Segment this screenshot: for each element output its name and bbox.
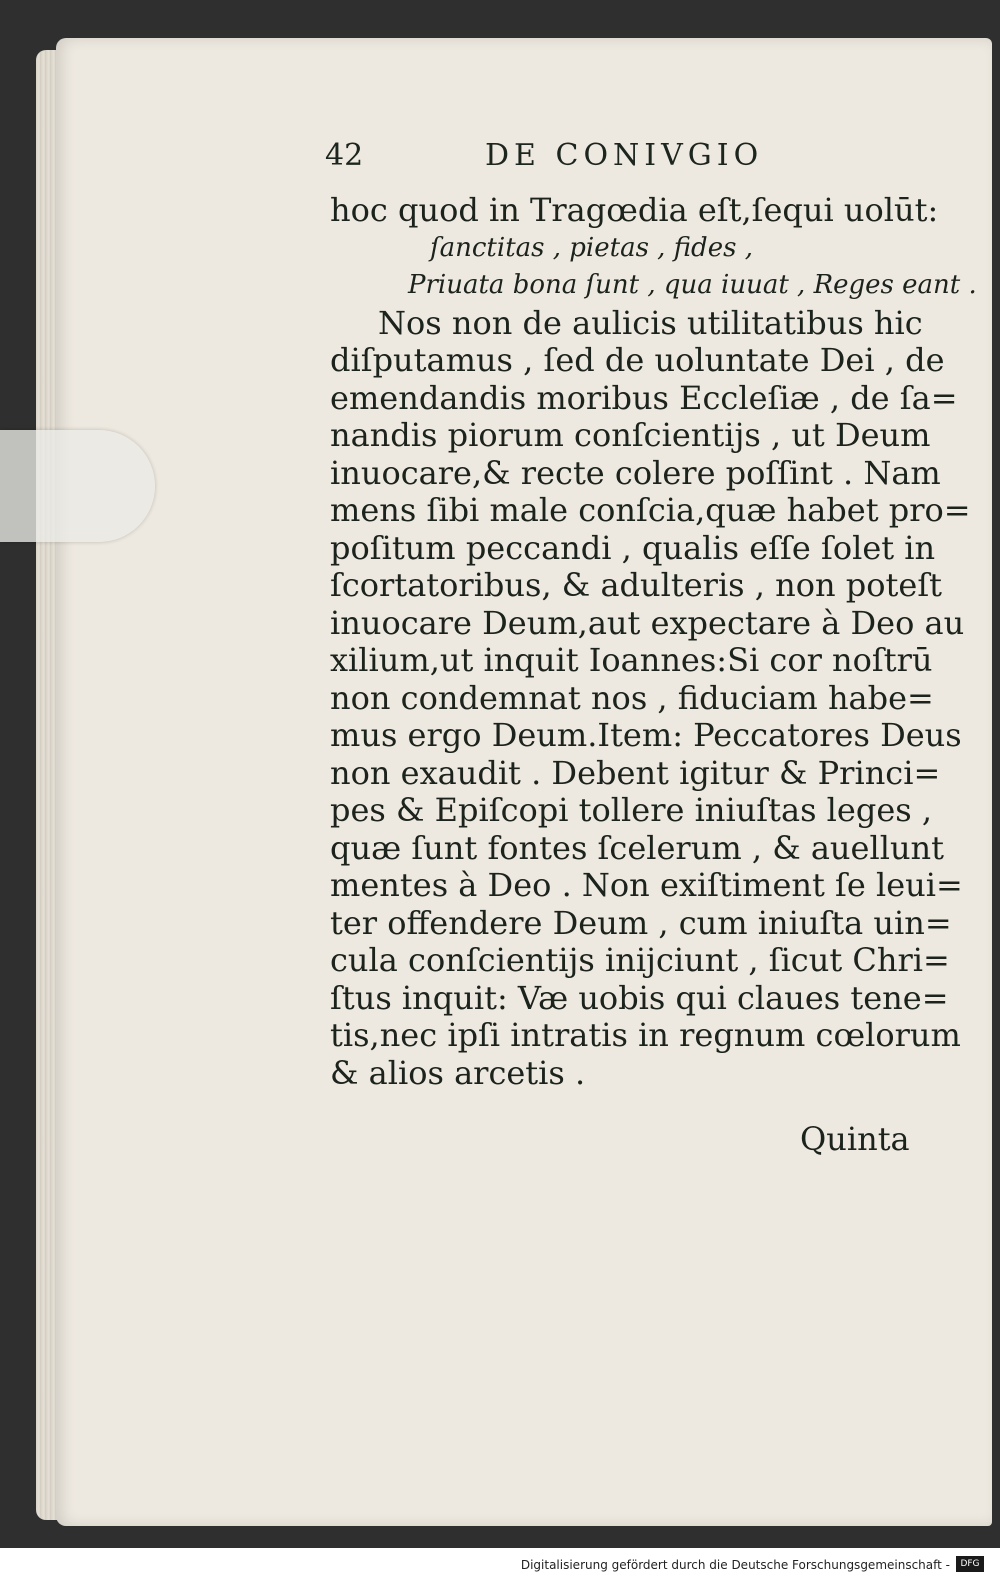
footer-bar: [0, 1548, 1000, 1586]
text-line: poſitum peccandi , qualis eſſe ſolet in: [330, 528, 936, 567]
verse-line: Priuata bona ſunt , qua iuuat , Reges eant .: [408, 270, 977, 300]
funding-notice: Digitalisierung gefördert durch die Deutsche Forschungsgemeinschaft -: [520, 1558, 950, 1572]
text-line: ſtus inquit: Væ uobis qui claues tene=: [330, 978, 949, 1017]
text-line: inuocare Deum,aut expectare à Deo au: [330, 603, 965, 642]
text-line: ſcortatoribus, & adulteris , non poteſt: [330, 566, 943, 604]
catchword: Quinta: [800, 1120, 910, 1158]
text-line: non condemnat nos , fiduciam habe=: [330, 678, 934, 717]
text-line: mens ſibi male conſcia,quæ habet pro=: [330, 491, 971, 529]
verse-line: ſanctitas , pietas , fides ,: [430, 232, 753, 263]
text-line: inuocare,& recte colere poſſint . Nam: [330, 453, 941, 492]
plastic-page-clip: [0, 430, 155, 542]
text-line: & alios arcetis .: [330, 1053, 586, 1092]
running-title: DE CONIVGIO: [485, 138, 764, 173]
text-line: mentes à Deo . Non exiſtiment ſe leui=: [330, 866, 963, 904]
text-line: diſputamus , ſed de uoluntate Dei , de: [330, 341, 945, 379]
text-line: xilium,ut inquit Ioannes:Si cor noſtrū: [330, 641, 933, 679]
text-line: nandis piorum conſcientijs , ut Deum: [330, 416, 931, 454]
text-line: hoc quod in Tragœdia eſt,ſequi uolūt:: [330, 191, 939, 229]
text-line: cula conſcientijs inijciunt , ſicut Chri=: [330, 941, 950, 979]
page-header: [325, 136, 905, 176]
text-line: non exaudit . Debent igitur & Princi=: [330, 753, 941, 792]
text-line: tis,nec ipſi intratis in regnum cœlorum: [330, 1016, 961, 1054]
text-line: ter offendere Deum , cum iniuſta uin=: [330, 903, 952, 942]
text-line: emendandis moribus Eccleſiæ , de ſa=: [330, 378, 958, 417]
text-line: quæ ſunt fontes ſcelerum , & auellunt: [330, 828, 945, 867]
dfg-logo-icon: DFG: [956, 1556, 984, 1572]
text-block: [330, 191, 977, 1092]
page-number: 42: [325, 138, 364, 173]
text-line: pes & Epiſcopi tollere iniuſtas leges ,: [330, 791, 933, 829]
text-line: Nos non de aulicis utilitatibus hic: [378, 303, 923, 342]
text-line: mus ergo Deum.Item: Peccatores Deus: [330, 716, 962, 754]
